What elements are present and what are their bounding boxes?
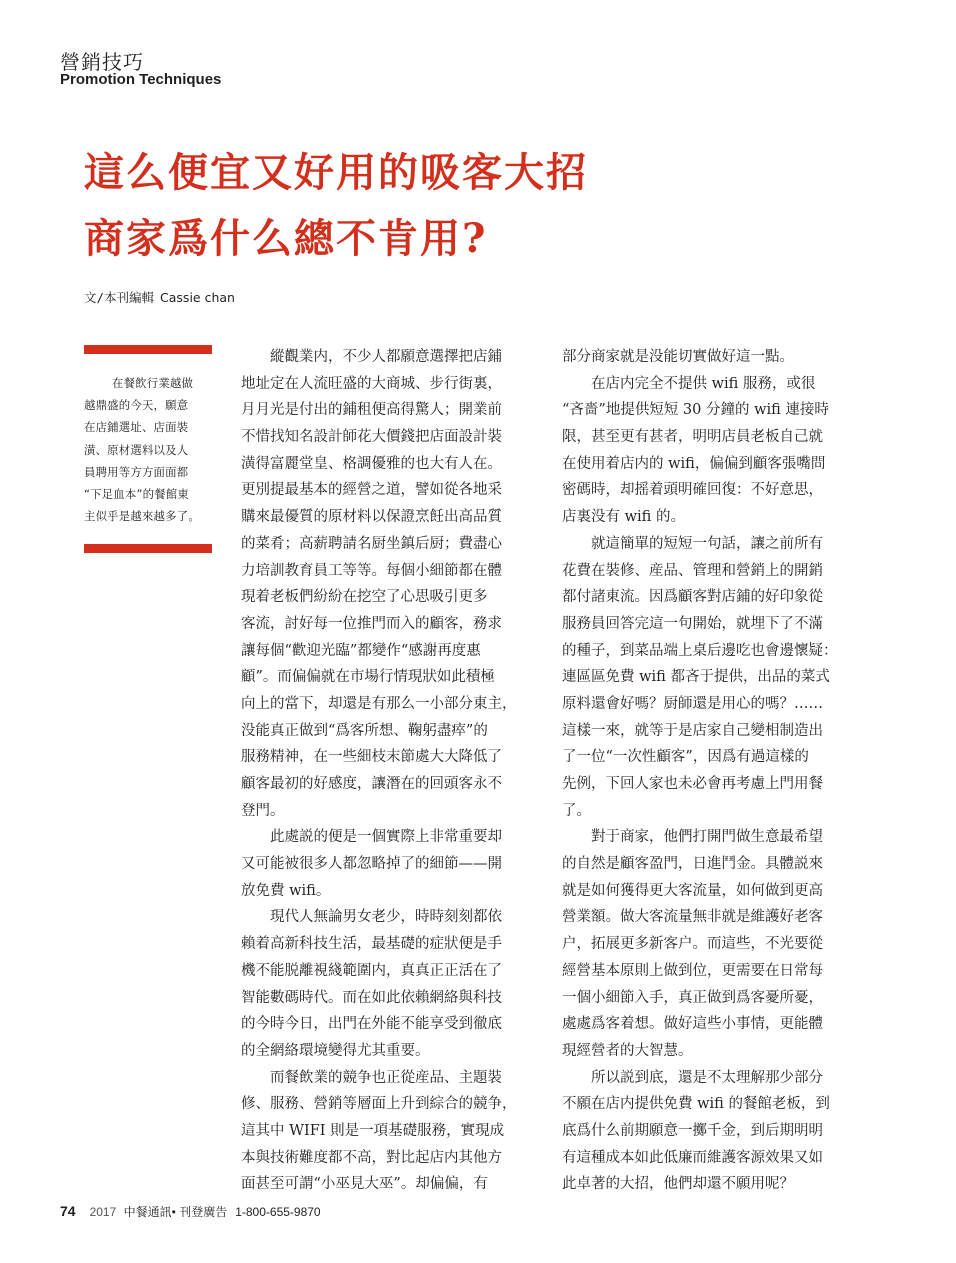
body-line: 客流，討好每一位推門而入的顧客，務求 bbox=[241, 615, 502, 632]
body-line: 月月光是付出的鋪租便高得驚人；開業前 bbox=[241, 402, 502, 419]
footer-ad: 刊登廣告 bbox=[179, 1205, 228, 1219]
body-line: 購來最優質的原材料以保證烹飪出高品質 bbox=[241, 509, 502, 526]
body-line: 花費在裝修、産品、管理和營銷上的開銷 bbox=[562, 562, 823, 579]
intro-top-bar bbox=[84, 345, 212, 354]
intro-line: 在餐飲行業越做 bbox=[112, 376, 194, 390]
body-line: 有這種成本如此低廉而維護客源效果又如 bbox=[562, 1149, 823, 1166]
headline-line-1: 這么便宜又好用的吸客大招 bbox=[84, 149, 588, 196]
body-line: 户，拓展更多新客户。而這些，不光要從 bbox=[562, 936, 823, 953]
headline bbox=[84, 140, 784, 272]
body-line: 密碼時，却摇着頭明確回復：不好意思， bbox=[562, 482, 823, 499]
body-line: 賴着高新科技生活，最基礎的症狀便是手 bbox=[241, 936, 502, 953]
footer-year: 2017 bbox=[89, 1205, 117, 1219]
body-column-left bbox=[241, 344, 533, 1198]
body-line: 地址定在人流旺盛的大商城、步行街裏， bbox=[241, 375, 502, 392]
body-line: 的種子，到菜品端上桌后邊吃也會邊懷疑： bbox=[562, 642, 838, 659]
body-line: 經營基本原則上做到位，更需要在日常每 bbox=[562, 962, 823, 979]
byline-prefix: 文/本刊編輯 bbox=[84, 290, 155, 305]
body-line: 對于商家，他們打開門做生意最希望 bbox=[591, 829, 823, 846]
headline-line-2: 商家爲什么總不肯用? bbox=[84, 215, 488, 262]
body-line: 先例，下回人家也未必會再考慮上門用餐 bbox=[562, 776, 823, 792]
body-line: 縱觀業内，不少人都願意選擇把店鋪 bbox=[270, 349, 502, 365]
body-line: 現經營者的大智慧。 bbox=[562, 1042, 693, 1059]
body-line: 本與技術難度都不高，對比起店内其他方 bbox=[241, 1149, 502, 1166]
body-line: 了一位“一次性顧客”，因爲有過這樣的 bbox=[562, 749, 809, 766]
body-line: 又可能被很多人都忽略掉了的細節——開 bbox=[241, 856, 502, 873]
section-title-en: Promotion Techniques bbox=[60, 71, 222, 88]
body-line: 顧客最初的好感度，讓潛在的回頭客永不 bbox=[241, 776, 502, 792]
body-line: 讓每個“歡迎光臨”都變作“感謝再度惠 bbox=[241, 642, 481, 659]
body-line: 現着老板們紛紛在挖空了心思吸引更多 bbox=[241, 589, 488, 606]
body-line: 服務精神，在一些細枝末節處大大降低了 bbox=[241, 749, 502, 766]
page-footer bbox=[60, 1203, 321, 1220]
intro-line: 主似乎是越來越多了。 bbox=[84, 509, 200, 524]
body-line: 而餐飲業的競争也正從産品、主題裝 bbox=[270, 1069, 502, 1086]
body-line: 所以説到底，還是不太理解那少部分 bbox=[591, 1069, 823, 1086]
body-line: 限，甚至更有甚者，明明店員老板自己就 bbox=[562, 429, 823, 446]
body-line: 力培訓教育員工等等。每個小細節都在體 bbox=[241, 562, 502, 579]
body-line: 營業額。做大客流量無非就是維護好老客 bbox=[562, 909, 823, 926]
body-line: 在使用着店内的 wifi，偏偏到顧客張嘴問 bbox=[562, 455, 826, 472]
body-line: 放免費 wifi。 bbox=[241, 882, 331, 899]
body-line: 店裏没有 wifi 的。 bbox=[562, 509, 685, 526]
body-line: 的自然是顧客盈門，日進鬥金。具體説來 bbox=[562, 856, 823, 873]
body-line: 不願在店内提供免費 wifi 的餐館老板，到 bbox=[562, 1096, 830, 1113]
body-column-right bbox=[562, 344, 854, 1198]
intro-blurb bbox=[84, 372, 212, 527]
body-line: 都付諸東流。因爲顧客對店鋪的好印象從 bbox=[562, 589, 823, 606]
body-line: 處處爲客着想。做好這些小事情，更能體 bbox=[562, 1016, 823, 1033]
intro-line: 潢、原材選料以及人 bbox=[84, 442, 189, 457]
body-line: “吝嗇”地提供短短 30 分鐘的 wifi 連接時 bbox=[562, 402, 829, 419]
body-line: 機不能脱離視綫範圍内，真真正正活在了 bbox=[241, 962, 502, 979]
body-line: 的今時今日，出門在外能不能享受到徹底 bbox=[241, 1016, 502, 1033]
byline bbox=[84, 288, 235, 306]
body-line: 服務員回答完這一句開始，就埋下了不滿 bbox=[562, 615, 823, 632]
byline-author: Cassie chan bbox=[160, 290, 235, 305]
section-title-zh: 營銷技巧 bbox=[60, 50, 144, 74]
body-line: 這其中 WIFI 則是一項基礎服務，實現成 bbox=[241, 1122, 505, 1139]
footer-phone: 1-800-655-9870 bbox=[235, 1205, 321, 1219]
body-line: 没能真正做到“爲客所想、鞠躬盡瘁”的 bbox=[241, 722, 488, 739]
body-line: 部分商家就是没能切實做好這一點。 bbox=[562, 349, 794, 365]
body-line: 登門。 bbox=[241, 802, 285, 819]
body-line: 就是如何獲得更大客流量，如何做到更高 bbox=[562, 882, 823, 899]
body-line: 的全網絡環境變得尤其重要。 bbox=[241, 1042, 430, 1059]
body-line: 此處説的便是一個實際上非常重要却 bbox=[270, 829, 502, 846]
body-line: 不惜找知名設計師花大價錢把店面設計裝 bbox=[241, 429, 502, 446]
body-line: 這樣一來，就等于是店家自己變相制造出 bbox=[562, 722, 823, 739]
intro-bottom-bar bbox=[84, 544, 212, 553]
body-line: 現代人無論男女老少，時時刻刻都依 bbox=[270, 909, 502, 926]
body-line: 了。 bbox=[562, 802, 591, 819]
body-line: 連區區免費 wifi 都吝于提供，出品的菜式 bbox=[562, 669, 830, 686]
body-line: 原料還會好嗎？厨師還是用心的嗎？…… bbox=[562, 695, 823, 712]
body-line: 面甚至可謂“小巫見大巫”。却偏偏，有 bbox=[241, 1176, 488, 1193]
body-line: 一個小細節入手，真正做到爲客憂所憂， bbox=[562, 989, 823, 1006]
body-line: 顧”。而偏偏就在市場行情現狀如此積極 bbox=[241, 669, 495, 686]
intro-line: “下足血本”的餐館東 bbox=[84, 487, 189, 502]
body-line: 修、服務、營銷等層面上升到綜合的競争， bbox=[241, 1096, 517, 1113]
body-line: 在店内完全不提供 wifi 服務，或很 bbox=[591, 375, 816, 392]
intro-line: 越鼎盛的今天，願意 bbox=[84, 398, 189, 413]
body-line: 向上的當下，却還是有那么一小部分東主， bbox=[241, 695, 517, 712]
body-line: 潢得富麗堂皇、格調優雅的也大有人在。 bbox=[241, 455, 502, 472]
body-line: 更別提最基本的經營之道，譬如從各地采 bbox=[241, 482, 502, 499]
body-line: 智能數碼時代。而在如此依賴網絡與科技 bbox=[241, 989, 502, 1006]
body-line: 的菜肴；高薪聘請名厨坐鎮后厨；費盡心 bbox=[241, 535, 502, 552]
footer-publication: 中餐通訊 bbox=[123, 1205, 172, 1219]
body-line: 此卓著的大招，他們却還不願用呢？ bbox=[562, 1176, 794, 1193]
footer-separator: • bbox=[171, 1205, 176, 1219]
body-line: 就這簡單的短短一句話，讓之前所有 bbox=[591, 535, 823, 552]
page-number: 74 bbox=[60, 1203, 76, 1219]
body-line: 底爲什么前期願意一擲千金，到后期明明 bbox=[562, 1122, 823, 1139]
intro-line: 在店鋪選址、店面裝 bbox=[84, 420, 189, 435]
intro-line: 員聘用等方方面面都 bbox=[84, 464, 189, 479]
